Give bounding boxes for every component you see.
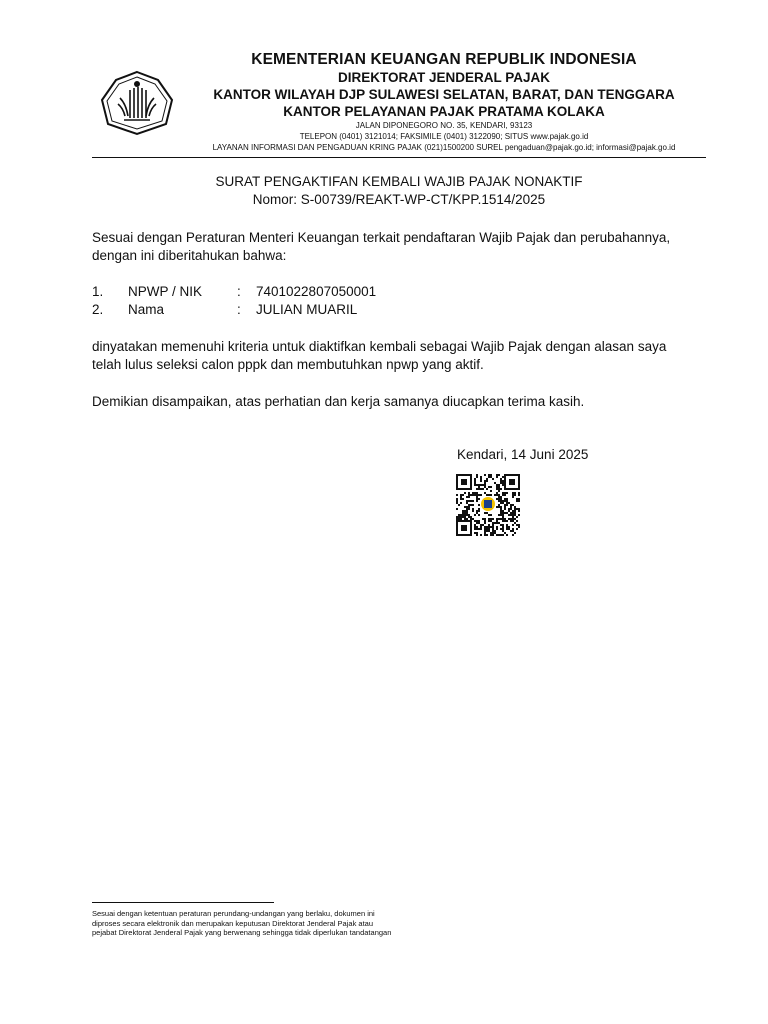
closing-paragraph: Demikian disampaikan, atas perhatian dan kerja samanya diucapkan terima kasih. bbox=[92, 394, 585, 409]
footer-line: diproses secara elektronik dan merupakan keputusan Direktorat Jenderal Pajak atau bbox=[92, 918, 373, 928]
ministry-name: KEMENTERIAN KEUANGAN REPUBLIK INDONESIA bbox=[251, 51, 637, 68]
item-number: 2. bbox=[92, 302, 104, 317]
item-number: 1. bbox=[92, 284, 104, 299]
item-value: JULIAN MUARIL bbox=[256, 302, 358, 317]
statement-paragraph bbox=[92, 338, 706, 374]
intro-line: dengan ini diberitahukan bahwa: bbox=[92, 248, 287, 263]
place-date: Kendari, 14 Juni 2025 bbox=[457, 447, 589, 462]
statement-line: dinyatakan memenuhi kriteria untuk diaktifkan kembali sebagai Wajib Pajak dengan alasan saya bbox=[92, 339, 667, 354]
service-info: LAYANAN INFORMASI DAN PENGADUAN KRING PAJAK (021)1500200 SUREL pengaduan@pajak.go.id; informasi@pajak.go.id bbox=[212, 143, 676, 152]
directorate-name: DIREKTORAT JENDERAL PAJAK bbox=[337, 70, 551, 85]
letter-title: SURAT PENGAKTIFAN KEMBALI WAJIB PAJAK NONAKTIF bbox=[215, 174, 583, 189]
intro-paragraph bbox=[92, 229, 706, 265]
footer-divider bbox=[92, 902, 274, 903]
ministry-emblem-logo bbox=[100, 70, 174, 136]
letterhead bbox=[180, 50, 708, 153]
intro-line: Sesuai dengan Peraturan Menteri Keuangan terkait pendaftaran Wajib Pajak dan perubahannya, bbox=[92, 230, 671, 245]
footer-note bbox=[92, 909, 422, 938]
item-separator: : bbox=[237, 302, 241, 317]
statement-line: telah lulus seleksi calon pppk dan membutuhkan npwp yang aktif. bbox=[92, 357, 484, 372]
office-address: JALAN DIPONEGORO NO. 35, KENDARI, 93123 bbox=[355, 121, 533, 130]
item-separator: : bbox=[237, 284, 241, 299]
header-divider bbox=[92, 157, 706, 158]
footer-line: Sesuai dengan ketentuan peraturan perundang-undangan yang berlaku, dokumen ini bbox=[92, 909, 375, 918]
item-label: Nama bbox=[128, 302, 165, 317]
letter-heading bbox=[92, 173, 706, 209]
tax-office-name: KANTOR PELAYANAN PAJAK PRATAMA KOLAKA bbox=[283, 104, 605, 119]
qr-code-signature bbox=[456, 474, 520, 536]
item-value: 7401022807050001 bbox=[256, 284, 377, 299]
item-label: NPWP / NIK bbox=[128, 284, 203, 299]
office-contact: TELEPON (0401) 3121014; FAKSIMILE (0401) 3122090; SITUS www.pajak.go.id bbox=[299, 132, 589, 141]
regional-office-name: KANTOR WILAYAH DJP SULAWESI SELATAN, BARAT, DAN TENGGARA bbox=[213, 87, 675, 102]
letter-number: Nomor: S-00739/REAKT-WP-CT/KPP.1514/2025 bbox=[252, 192, 546, 207]
footer-line: pejabat Direktorat Jenderal Pajak yang berwenang sehingga tidak diperlukan tandatangan bbox=[92, 928, 392, 937]
